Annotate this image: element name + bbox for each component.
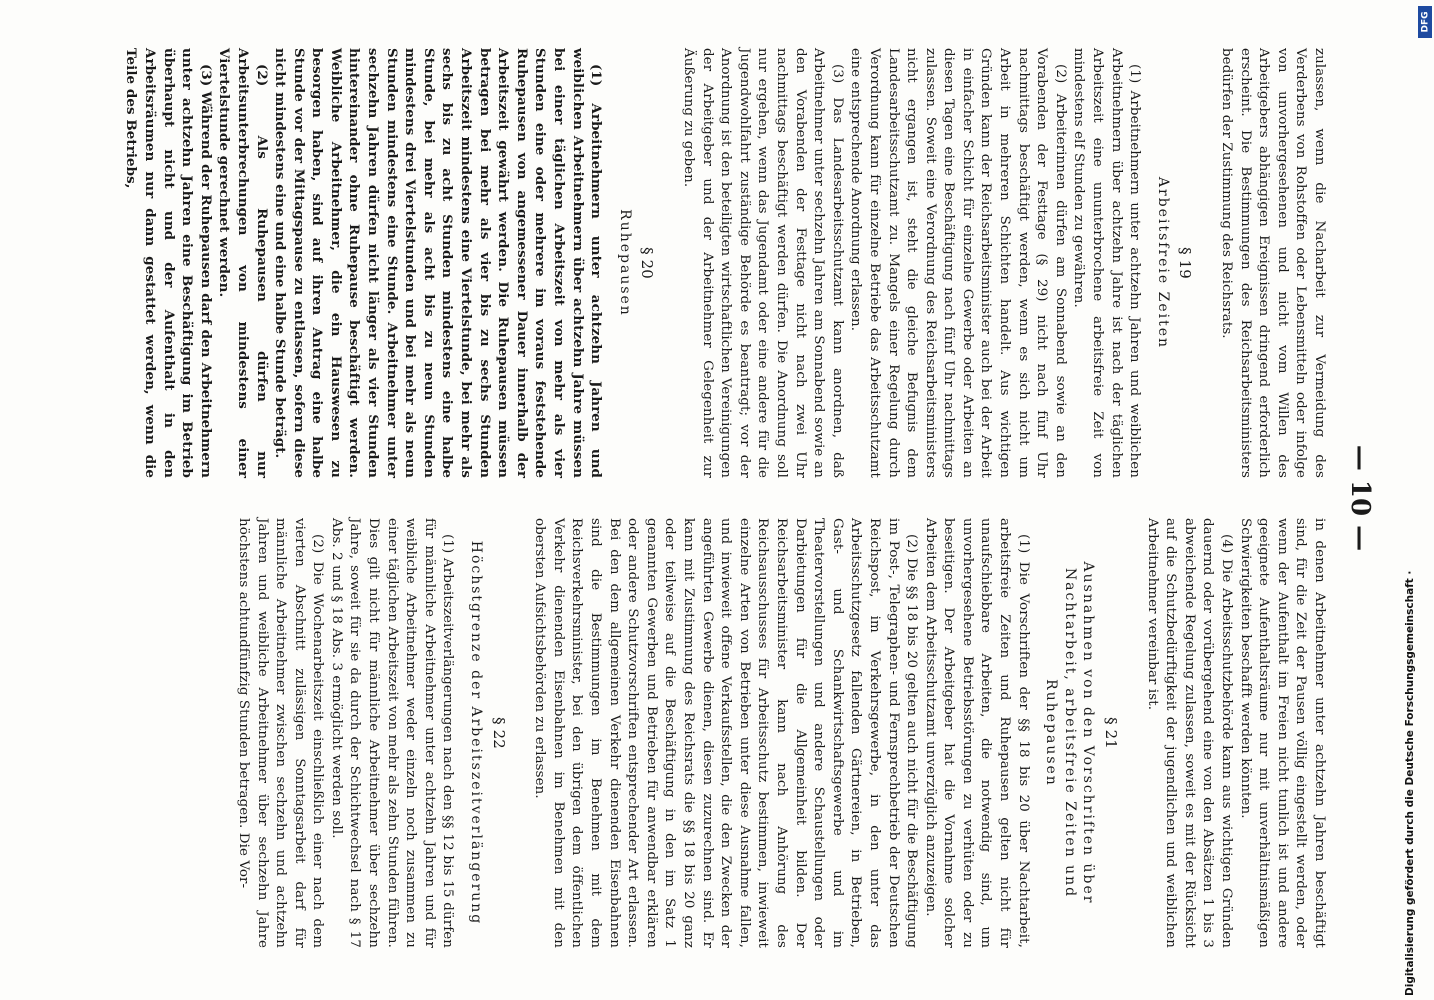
section-number: § 19 [1176,247,1195,279]
digitization-credit: Digitalisierung gefördert durch die Deutsche Forschungsgemeinschaft · [1404,570,1416,996]
paragraph: (1) Die Vorschriften der §§ 18 bis 20 über Nachtarbeit, arbeitsfreie Zeiten und Ruhepausen gelten nicht für unaufschiebbare Arbeiten, die notwendig sind, um unvorhergesehene Betriebsstörungen zu verhüten oder zu beseitigen. Der Arbeitgeber hat die Vornahme solcher Arbeiten dem Arbeitsschutzamt unverzüglich anzuzeigen. [922,518,1031,948]
paragraph: (3) Das Landesarbeitsschutzamt kann anordnen, daß Arbeitnehmer unter sechzehn Jahren am Sonnabend sowie an den Vorabenden der Festtage nicht nach zwei Uhr nachmittags beschäftigt werden dürfen. Die Anordnung soll nur ergehen, wenn das Jugendamt oder eine andere für die Jugendwohlfahrt zuständige Behörde es beantragt; vor der Anordnung ist den beteiligten wirtschaftlichen Vereinigungen der Arbeitgeber und der Arbeitnehmer Gelegenheit zur Äußerung zu geben. [681,48,845,478]
paragraph: (1) Arbeitnehmern unter achtzehn Jahren und weiblichen Arbeitnehmern über achtzehn Jahre müssen bei einer täglichen Arbeitszeit von mehr als vier Stunden eine oder mehrere im voraus feststehende Ruhepausen von angemessener Dauer innerhalb der Arbeitszeit gewährt werden. Die Ruhepausen müssen betragen bei mehr als vier bis zu sechs Stunden Arbeitszeit mindestens eine Viertelstunde, bei mehr als sechs bis zu acht Stunden mindestens eine halbe Stunde, bei mehr als acht bis zu neun Stunden mindestens drei Viertelstunden und bei mehr als neun Stunden mindestens eine Stunde. Arbeitnehmer unter sechzehn Jahren dürfen nicht länger als vier Stunden hintereinander ohne Ruhepause beschäftigt werden. Weibliche Arbeitnehmer, die ein Hauswesen zu besorgen haben, sind auf ihren Antrag eine halbe Stunde vor der Mittagspause zu entlassen, sofern diese nicht mindestens eine und eine halbe Stunde beträgt. [272,48,605,478]
rotated-page-area [125,48,1380,948]
dfg-logo [1418,6,1432,38]
paragraph: zulassen, wenn die Nacharbeit zur Vermeidung des Verderbens von Rohstoffen oder Lebensmitteln oder infolge von unvorhergesehenen und nicht vom Willen des Arbeitgebers abhängigen Ereignissen dringend erforderlich erscheint. Die Bestimmungen des Reichsarbeitsministers bedürfen der Zustimmung des Reichsrats. [1219,48,1327,478]
page-number: — 10 — [1345,444,1375,552]
section-number: § 20 [638,247,657,279]
section-title: Ausnahmen von den Vorschriften über Nachtarbeit, arbeitsfreie Zeiten und Ruhepausen [1043,561,1097,905]
paragraph: (4) Die Arbeitsschutzbehörde kann aus wichtigen Gründen dauernd oder vorübergehend eine von den Absätzen 1 bis 3 abweichende Regelung zulassen, soweit es mit der Rücksicht auf die Schutzbedürftigkeit der jugendlichen und weiblichen Arbeitnehmer vereinbar ist. [1144,518,1235,948]
paragraph: (2) Die Wochenarbeitszeit einschließlich einer nach dem vierten Abschnitt zulässigen Sonntagsarbeit darf für männliche Arbeitnehmer zwischen sechzehn und achtzehn Jahren und weibliche Arbeitnehmer über sechzehn Jahre höchstens achtundfünfzig Stunden betragen. Die Vor- [235,518,326,948]
section-title: Arbeitsfreie Zeiten [1154,176,1171,350]
paragraph: (2) Als Ruhepausen dürfen nur Arbeitsunterbrechungen von mindestens einer Viertelstunde gerechnet werden. [216,48,270,478]
dfg-logo-text: DFG [1420,11,1431,33]
left-column [122,48,1328,478]
printed-page [125,48,1380,948]
paragraph: (1) Arbeitszeitverlängerungen nach den §§ 12 bis 15 dürfen für männliche Arbeitnehmer unter achtzehn Jahren und für weibliche Arbeitnehmer weder einzeln noch zusammen zu einer täglichen Arbeitszeit von mehr als zehn Stunden führen. Dies gilt nicht für männliche Arbeitnehmer über sechzehn Jahre, soweit für sie da durch der Schichtwechsel nach § 17 Abs. 2 und § 18 Abs. 3 ermöglicht werden soll. [328,518,456,948]
right-column [233,518,1328,948]
paragraph: (2) Die §§ 18 bis 20 gelten auch nicht für die Beschäftigung im Post-, Telegraphen- und Fernsprechbetrieb der Deutschen Reichspost, im Verkehrsgewerbe, in den unter das Arbeitsschutzgesetz fallenden Gärtnereien, in Betrieben, Gast- und Schankwirtschaftsgewerbe und im Theatervorstellungen und andere Schaustellungen oder Darbietungen für die Allgemeinheit bilden. Der Reichsarbeitsminister kann nach Anhörung des Reichsausschusses für Arbeitsschutz bestimmen, inwieweit einzelne Arten von Betrieben unter diese Ausnahme fallen, und inwieweit offene Verkaufsstellen, die den Zwecken der angeführten Gewerbe dienen, diesen zuzurechnen sind. Er kann mit Zustimmung des Reichsrats die §§ 18 bis 20 ganz oder teilweise auf die Beschäftigung in den im Satz 1 genannten Gewerben und Betrieben für anwendbar erklären oder andere Schutzvorschriften entsprechender Art erlassen. Bei den dem allgemeinen Verkehr dienenden Eisenbahnen sind die Bestimmungen im Benehmen mit dem Reichsverkehrsminister, bei den übrigen dem öffentlichen Verkehr dienenden Eisenbahnen im Benehmen mit den obersten Aufsichtsbehörden zu erlassen. [532,518,920,948]
paragraph: in denen Arbeitnehmer unter achtzehn Jahren beschäftigt sind, für die Zeit der Pausen völlig eingestellt werden, oder wenn der Aufenthalt im Freien nicht tunlich ist und andere geeignete Aufenthaltsräume nur mit unverhältnismäßigen Schwierigkeiten beschafft werden könnten. [1237,518,1327,948]
section-title: Ruhepausen [616,209,633,317]
section-number: § 22 [489,717,508,749]
section-number: § 21 [1102,717,1121,749]
paragraph: (2) Arbeiterinnen dürfen am Sonnabend sowie an den Vorabenden der Festtage (§ 29) nicht nach fünf Uhr nachmittags beschäftigt werden, wenn es sich nicht um Arbeit in mehreren Schichten handelt. Aus wichtigen Gründen kann der Reichsarbeitsminister auch bei der Arbeit in einfacher Schicht für einzelne Gewerbe oder Arbeiten an diesen Tagen eine Beschäftigung nach fünf Uhr nachmittags zulassen. Soweit eine Verordnung des Reichsarbeitsministers nicht ergangen ist, steht die gleiche Befugnis dem Landesarbeitsschutzamt zu. Mangels einer Regelung durch Verordnung kann für einzelne Betriebe das Arbeitsschutzamt eine entsprechende Anordnung erlassen. [848,48,1068,478]
paragraph: (3) Während der Ruhepausen darf den Arbeitnehmern unter achtzehn Jahren eine Beschäftigung im Betrieb überhaupt nicht und der Aufenthalt in den Arbeitsräumen nur dann gestattet werden, wenn die Teile des Betriebs, [123,48,214,478]
paragraph: (1) Arbeitnehmern unter achtzehn Jahren und weiblichen Arbeitnehmern über achtzehn Jahre ist nach der täglichen Arbeitszeit eine ununterbrochene arbeitsfreie Zeit von mindestens elf Stunden zu gewähren. [1071,48,1143,478]
section-title: Höchstgrenze der Arbeitszeitverlängerung [468,540,485,926]
